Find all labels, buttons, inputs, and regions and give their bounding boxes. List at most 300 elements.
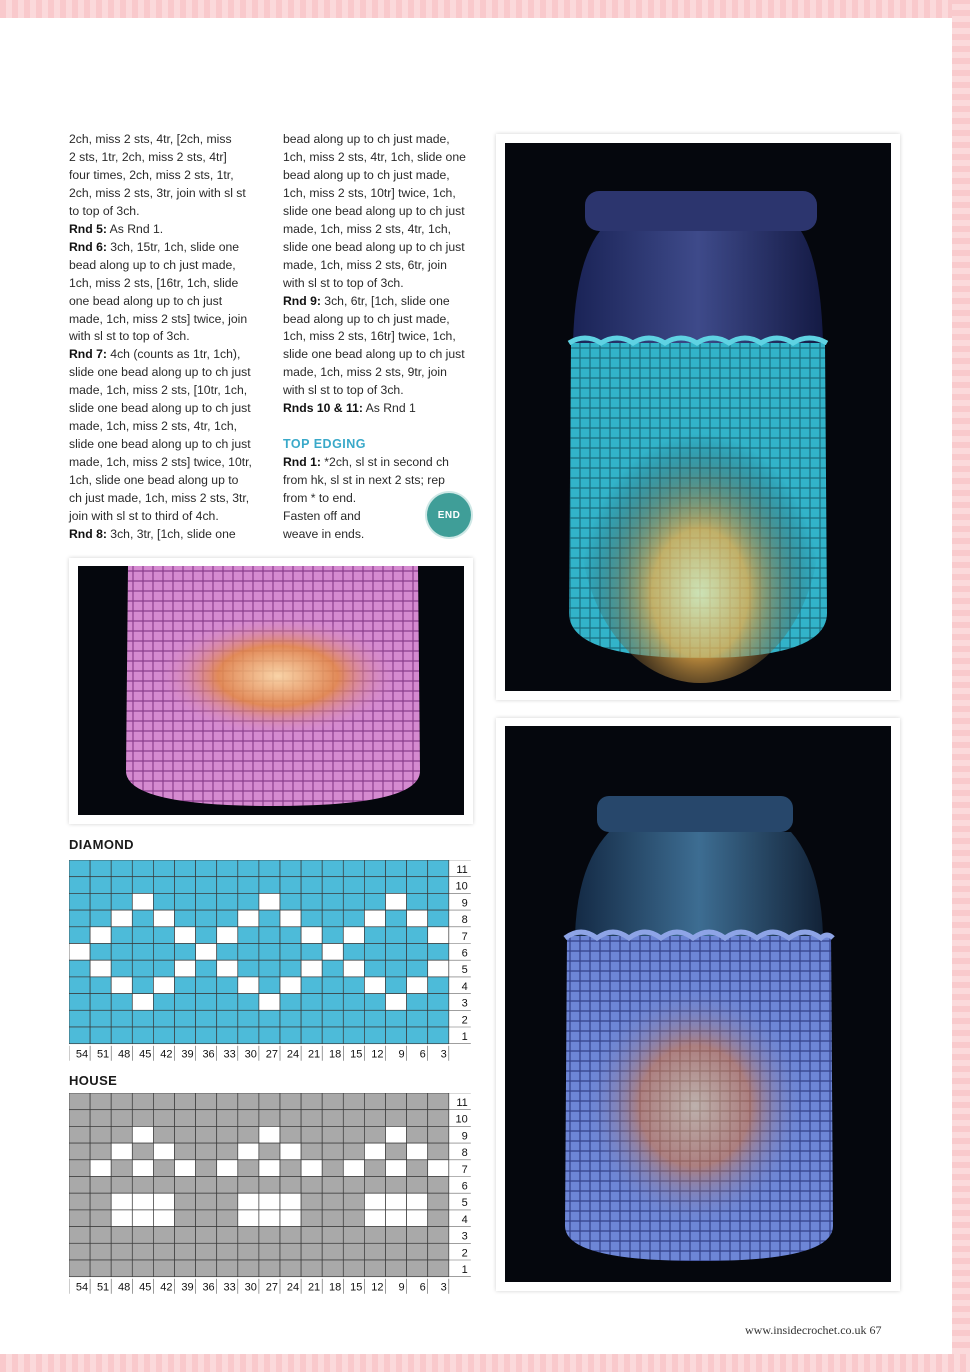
chart-cell-filled: [69, 877, 90, 894]
page-number: 67: [869, 1323, 882, 1337]
instruction-text: from * to end.: [283, 491, 357, 506]
chart-cell-filled: [175, 1126, 196, 1143]
chart-cell-filled: [175, 1027, 196, 1044]
chart-cell-open: [407, 1210, 428, 1227]
chart-cell-filled: [428, 1010, 449, 1027]
chart-cell-filled: [132, 1260, 153, 1277]
instruction-text: ch just made, 1ch, miss 2 sts, 3tr,: [69, 491, 250, 506]
chart-cell-filled: [301, 1010, 322, 1027]
chart-cell-filled: [364, 1160, 385, 1177]
text-line: [283, 454, 483, 472]
chart-cell-filled: [111, 893, 132, 910]
chart-cell-filled: [238, 960, 259, 977]
instruction-text: made, 1ch, miss 2 sts, 4tr, 1ch,: [283, 221, 451, 236]
chart-cell-filled: [428, 1193, 449, 1210]
chart-cell-filled: [153, 1160, 174, 1177]
chart-cell-open: [196, 944, 217, 961]
chart-cell-filled: [238, 1110, 259, 1127]
text-line: [283, 149, 483, 167]
chart-cell-open: [343, 1160, 364, 1177]
row-number-label: 3: [461, 997, 468, 1010]
chart-cell-filled: [343, 1143, 364, 1160]
chart-cell-filled: [343, 1177, 364, 1194]
chart-cell-filled: [90, 1193, 111, 1210]
chart-cell-filled: [322, 1126, 343, 1143]
chart-cell-open: [322, 944, 343, 961]
chart-cell-filled: [90, 877, 111, 894]
instruction-text: Fasten off and: [283, 509, 361, 524]
chart-cell-filled: [196, 1160, 217, 1177]
chart-cell-filled: [322, 1193, 343, 1210]
instruction-text: join with sl st to third of 4ch.: [69, 509, 219, 524]
chart-cell-filled: [111, 1010, 132, 1027]
chart-cell-filled: [259, 1010, 280, 1027]
chart-cell-filled: [90, 1126, 111, 1143]
row-number-label: 8: [461, 1147, 468, 1160]
chart-cell-open: [153, 1143, 174, 1160]
diamond-chart-title: DIAMOND: [69, 837, 134, 852]
chart-cell-filled: [280, 927, 301, 944]
row-number-label: 11: [456, 864, 468, 876]
instruction-text: one bead along up to ch just: [69, 293, 223, 308]
chart-cell-filled: [196, 1260, 217, 1277]
chart-cell-open: [132, 893, 153, 910]
chart-cell-open: [153, 910, 174, 927]
chart-cell-open: [259, 994, 280, 1011]
chart-cell-filled: [196, 860, 217, 877]
chart-cell-filled: [153, 994, 174, 1011]
chart-cell-filled: [259, 1093, 280, 1110]
chart-cell-open: [428, 960, 449, 977]
chart-cell-filled: [238, 1027, 259, 1044]
chart-cell-filled: [428, 1110, 449, 1127]
column-number-label: 12: [371, 1281, 384, 1294]
text-line: [69, 364, 269, 382]
chart-cell-filled: [175, 893, 196, 910]
text-line: [283, 311, 483, 329]
chart-cell-filled: [301, 1027, 322, 1044]
chart-cell-filled: [90, 1110, 111, 1127]
chart-cell-filled: [217, 1260, 238, 1277]
chart-cell-open: [69, 944, 90, 961]
chart-cell-filled: [386, 1143, 407, 1160]
chart-cell-filled: [343, 1227, 364, 1244]
chart-cell-filled: [132, 877, 153, 894]
chart-cell-filled: [90, 1027, 111, 1044]
chart-cell-filled: [132, 1143, 153, 1160]
chart-cell-filled: [175, 877, 196, 894]
text-line: [283, 364, 483, 382]
chart-cell-filled: [69, 1110, 90, 1127]
chart-cell-filled: [280, 860, 301, 877]
chart-cell-filled: [280, 1160, 301, 1177]
chart-cell-filled: [280, 1010, 301, 1027]
chart-cell-open: [217, 1160, 238, 1177]
chart-cell-filled: [238, 877, 259, 894]
column-number-label: 42: [160, 1048, 173, 1061]
chart-cell-filled: [364, 960, 385, 977]
round-label: Rnd 5:: [69, 221, 107, 236]
chart-cell-filled: [132, 1243, 153, 1260]
chart-cell-filled: [196, 910, 217, 927]
pattern-text-continued: [283, 131, 483, 418]
instruction-text: made, 1ch, miss 2 sts, 6tr, join: [283, 257, 447, 272]
instruction-text: 1ch, miss 2 sts, 10tr] twice, 1ch,: [283, 185, 456, 200]
chart-cell-filled: [428, 1260, 449, 1277]
text-line: [69, 257, 269, 275]
chart-cell-filled: [217, 893, 238, 910]
text-line: [69, 149, 269, 167]
text-line: [283, 328, 483, 346]
chart-cell-filled: [301, 893, 322, 910]
chart-cell-open: [238, 1210, 259, 1227]
text-line: [69, 490, 269, 508]
chart-cell-filled: [407, 1260, 428, 1277]
instruction-text: 1ch, miss 2 sts, [16tr, 1ch, slide: [69, 275, 239, 290]
chart-cell-open: [90, 960, 111, 977]
text-line: [69, 131, 269, 149]
chart-cell-filled: [301, 877, 322, 894]
chart-cell-filled: [301, 1227, 322, 1244]
chart-cell-open: [343, 927, 364, 944]
row-number-label: 5: [461, 964, 468, 977]
column-number-label: 3: [440, 1048, 447, 1061]
chart-cell-open: [132, 1160, 153, 1177]
row-number-label: 9: [461, 897, 468, 910]
chart-cell-open: [259, 1126, 280, 1143]
chart-cell-filled: [153, 877, 174, 894]
chart-cell-filled: [90, 1210, 111, 1227]
chart-cell-open: [111, 1210, 132, 1227]
chart-cell-filled: [386, 977, 407, 994]
chart-cell-open: [343, 960, 364, 977]
chart-cell-filled: [175, 977, 196, 994]
chart-cell-filled: [132, 1177, 153, 1194]
chart-cell-filled: [364, 860, 385, 877]
chart-cell-filled: [386, 1227, 407, 1244]
chart-cell-filled: [90, 893, 111, 910]
chart-cell-filled: [153, 893, 174, 910]
chart-cell-filled: [322, 1010, 343, 1027]
row-number-label: 3: [461, 1230, 468, 1243]
footer-url: www.insidecrochet.co.uk: [745, 1323, 867, 1337]
chart-cell-filled: [301, 1243, 322, 1260]
column-number-label: 27: [265, 1048, 278, 1061]
column-number-label: 21: [307, 1281, 321, 1294]
text-line: [283, 346, 483, 364]
photo-frame-blue-jar: [496, 718, 900, 1291]
chart-cell-filled: [386, 927, 407, 944]
chart-cell-filled: [196, 1093, 217, 1110]
chart-cell-filled: [280, 1243, 301, 1260]
instruction-text: weave in ends.: [283, 527, 365, 542]
chart-cell-open: [301, 960, 322, 977]
instruction-text: with sl st to top of 3ch.: [283, 275, 404, 290]
chart-cell-filled: [343, 1010, 364, 1027]
chart-cell-filled: [364, 893, 385, 910]
chart-cell-filled: [343, 1093, 364, 1110]
chart-cell-open: [111, 977, 132, 994]
instruction-text: from hk, sl st in next 2 sts; rep: [283, 473, 445, 488]
chart-cell-filled: [69, 1193, 90, 1210]
chart-cell-filled: [428, 1143, 449, 1160]
chart-cell-filled: [301, 1110, 322, 1127]
chart-cell-filled: [343, 910, 364, 927]
round-label: Rnd 1:: [283, 455, 321, 470]
chart-cell-filled: [407, 877, 428, 894]
chart-cell-filled: [132, 977, 153, 994]
chart-cell-filled: [407, 1093, 428, 1110]
chart-cell-open: [90, 1160, 111, 1177]
chart-cell-filled: [175, 1143, 196, 1160]
blue-jar-illustration: [505, 726, 891, 1282]
chart-cell-filled: [217, 1227, 238, 1244]
chart-cell-filled: [175, 944, 196, 961]
chart-cell-filled: [322, 1027, 343, 1044]
chart-cell-filled: [196, 1110, 217, 1127]
chart-cell-filled: [322, 927, 343, 944]
chart-cell-filled: [322, 860, 343, 877]
chart-cell-filled: [175, 1227, 196, 1244]
chart-cell-filled: [301, 910, 322, 927]
chart-cell-filled: [217, 877, 238, 894]
chart-cell-filled: [153, 1177, 174, 1194]
instruction-text: slide one bead along up to ch just: [283, 347, 465, 362]
text-line: [69, 293, 269, 311]
instruction-text: 1ch, miss 2 sts, 4tr, 1ch, slide one: [283, 149, 466, 164]
chart-cell-filled: [238, 927, 259, 944]
column-number-label: 24: [286, 1048, 300, 1061]
chart-cell-filled: [217, 1193, 238, 1210]
chart-cell-filled: [280, 893, 301, 910]
chart-cell-filled: [259, 1110, 280, 1127]
column-number-label: 30: [244, 1048, 257, 1061]
chart-cell-filled: [322, 1093, 343, 1110]
pattern-text-column-1: [69, 131, 269, 544]
chart-cell-filled: [175, 910, 196, 927]
photo-frame-turquoise-jar: [496, 134, 900, 700]
chart-cell-filled: [90, 1143, 111, 1160]
instruction-text: made, 1ch, miss 2 sts] twice, join: [69, 311, 248, 326]
chart-cell-filled: [217, 860, 238, 877]
text-line: [283, 167, 483, 185]
chart-cell-open: [407, 910, 428, 927]
chart-cell-filled: [69, 1027, 90, 1044]
decorative-border-top: [0, 0, 970, 18]
house-chart: [69, 1093, 473, 1298]
chart-cell-filled: [322, 910, 343, 927]
column-number-label: 39: [181, 1048, 194, 1061]
instruction-text: *2ch, sl st in second ch: [320, 455, 449, 470]
row-number-label: 6: [461, 947, 468, 960]
chart-cell-filled: [217, 1126, 238, 1143]
chart-cell-filled: [407, 1126, 428, 1143]
column-number-label: 51: [96, 1048, 110, 1061]
chart-cell-open: [175, 927, 196, 944]
chart-cell-filled: [322, 1160, 343, 1177]
column-number-label: 48: [118, 1048, 131, 1061]
chart-cell-filled: [301, 1177, 322, 1194]
chart-cell-filled: [111, 1027, 132, 1044]
diamond-chart: [69, 860, 473, 1065]
chart-cell-filled: [69, 1210, 90, 1227]
chart-cell-open: [132, 994, 153, 1011]
chart-cell-filled: [386, 1027, 407, 1044]
text-line: [283, 382, 483, 400]
chart-cell-filled: [111, 1126, 132, 1143]
chart-cell-open: [132, 1126, 153, 1143]
chart-cell-filled: [90, 1227, 111, 1244]
chart-cell-filled: [238, 1177, 259, 1194]
chart-cell-filled: [428, 860, 449, 877]
chart-cell-filled: [196, 1227, 217, 1244]
chart-cell-filled: [175, 1243, 196, 1260]
text-line: [283, 257, 483, 275]
chart-cell-open: [364, 1143, 385, 1160]
chart-cell-open: [175, 1160, 196, 1177]
chart-cell-filled: [175, 1010, 196, 1027]
chart-cell-filled: [322, 1243, 343, 1260]
chart-cell-filled: [217, 994, 238, 1011]
chart-cell-filled: [196, 893, 217, 910]
chart-cell-filled: [407, 893, 428, 910]
chart-cell-filled: [343, 944, 364, 961]
end-badge: END: [427, 493, 471, 537]
chart-cell-filled: [132, 944, 153, 961]
chart-cell-filled: [259, 1260, 280, 1277]
row-number-label: 5: [461, 1197, 468, 1210]
chart-cell-filled: [132, 927, 153, 944]
chart-cell-filled: [111, 927, 132, 944]
text-line: [69, 239, 269, 257]
chart-cell-filled: [69, 1160, 90, 1177]
chart-cell-filled: [175, 1093, 196, 1110]
chart-cell-filled: [111, 1160, 132, 1177]
chart-cell-filled: [175, 1210, 196, 1227]
row-number-label: 8: [461, 914, 468, 927]
chart-cell-filled: [343, 1027, 364, 1044]
chart-cell-filled: [217, 1093, 238, 1110]
text-line: [69, 167, 269, 185]
chart-cell-filled: [386, 1243, 407, 1260]
chart-cell-filled: [69, 1227, 90, 1244]
chart-cell-open: [364, 910, 385, 927]
chart-cell-filled: [69, 1126, 90, 1143]
chart-cell-filled: [343, 877, 364, 894]
chart-cell-filled: [69, 1177, 90, 1194]
text-line: [69, 203, 269, 221]
instruction-text: made, 1ch, miss 2 sts] twice, 10tr,: [69, 455, 252, 470]
chart-cell-filled: [322, 1260, 343, 1277]
chart-cell-open: [386, 994, 407, 1011]
chart-cell-filled: [196, 1027, 217, 1044]
chart-cell-filled: [69, 960, 90, 977]
chart-cell-filled: [386, 960, 407, 977]
round-label: Rnd 6:: [69, 239, 107, 254]
chart-cell-filled: [343, 977, 364, 994]
chart-cell-filled: [238, 860, 259, 877]
instruction-text: with sl st to top of 3ch.: [283, 383, 404, 398]
column-number-label: 45: [139, 1048, 152, 1061]
pattern-text-column-2: [283, 131, 483, 544]
column-number-label: 6: [419, 1048, 426, 1061]
chart-cell-filled: [386, 1260, 407, 1277]
text-line: [69, 418, 269, 436]
top-edging-heading: TOP EDGING: [283, 437, 367, 452]
chart-cell-filled: [111, 1093, 132, 1110]
chart-cell-filled: [259, 1177, 280, 1194]
chart-cell-filled: [153, 1110, 174, 1127]
chart-cell-filled: [175, 1260, 196, 1277]
chart-cell-open: [301, 1160, 322, 1177]
chart-cell-filled: [111, 960, 132, 977]
chart-cell-filled: [238, 1243, 259, 1260]
text-line: [283, 293, 483, 311]
chart-cell-filled: [280, 877, 301, 894]
chart-cell-open: [132, 1193, 153, 1210]
row-number-label: 4: [461, 980, 468, 993]
chart-cell-filled: [407, 1160, 428, 1177]
chart-cell-filled: [69, 927, 90, 944]
chart-cell-filled: [175, 1110, 196, 1127]
chart-cell-open: [407, 1193, 428, 1210]
chart-cell-filled: [301, 994, 322, 1011]
chart-cell-filled: [407, 860, 428, 877]
chart-cell-filled: [111, 877, 132, 894]
chart-cell-filled: [238, 1227, 259, 1244]
chart-cell-open: [280, 1143, 301, 1160]
text-line: [69, 185, 269, 203]
instruction-text: 4ch (counts as 1tr, 1ch),: [106, 347, 241, 362]
text-line: [69, 382, 269, 400]
chart-cell-open: [111, 1193, 132, 1210]
chart-cell-filled: [153, 1227, 174, 1244]
chart-cell-filled: [322, 1210, 343, 1227]
text-line: [283, 239, 483, 257]
instruction-text: slide one bead along up to ch just: [283, 239, 465, 254]
chart-cell-filled: [386, 1093, 407, 1110]
chart-cell-filled: [175, 1193, 196, 1210]
chart-cell-open: [259, 1160, 280, 1177]
chart-cell-filled: [343, 1110, 364, 1127]
chart-cell-filled: [386, 1010, 407, 1027]
chart-cell-open: [153, 977, 174, 994]
column-number-label: 33: [223, 1048, 236, 1061]
chart-cell-filled: [69, 860, 90, 877]
chart-cell-filled: [153, 927, 174, 944]
chart-cell-open: [259, 1210, 280, 1227]
chart-cell-filled: [428, 1227, 449, 1244]
house-chart-title: HOUSE: [69, 1073, 118, 1088]
column-number-label: 15: [350, 1281, 363, 1294]
chart-cell-filled: [90, 1243, 111, 1260]
chart-cell-open: [175, 960, 196, 977]
chart-cell-filled: [217, 977, 238, 994]
column-number-label: 45: [139, 1281, 152, 1294]
chart-cell-filled: [428, 994, 449, 1011]
column-number-label: 54: [75, 1048, 89, 1061]
chart-cell-open: [364, 1193, 385, 1210]
text-line: [69, 436, 269, 454]
chart-cell-filled: [132, 1010, 153, 1027]
chart-cell-filled: [217, 1210, 238, 1227]
chart-cell-filled: [280, 1093, 301, 1110]
chart-cell-filled: [364, 927, 385, 944]
column-number-label: 54: [75, 1281, 89, 1294]
chart-cell-filled: [196, 1177, 217, 1194]
text-line: [69, 221, 269, 239]
row-number-label: 7: [461, 1163, 468, 1176]
